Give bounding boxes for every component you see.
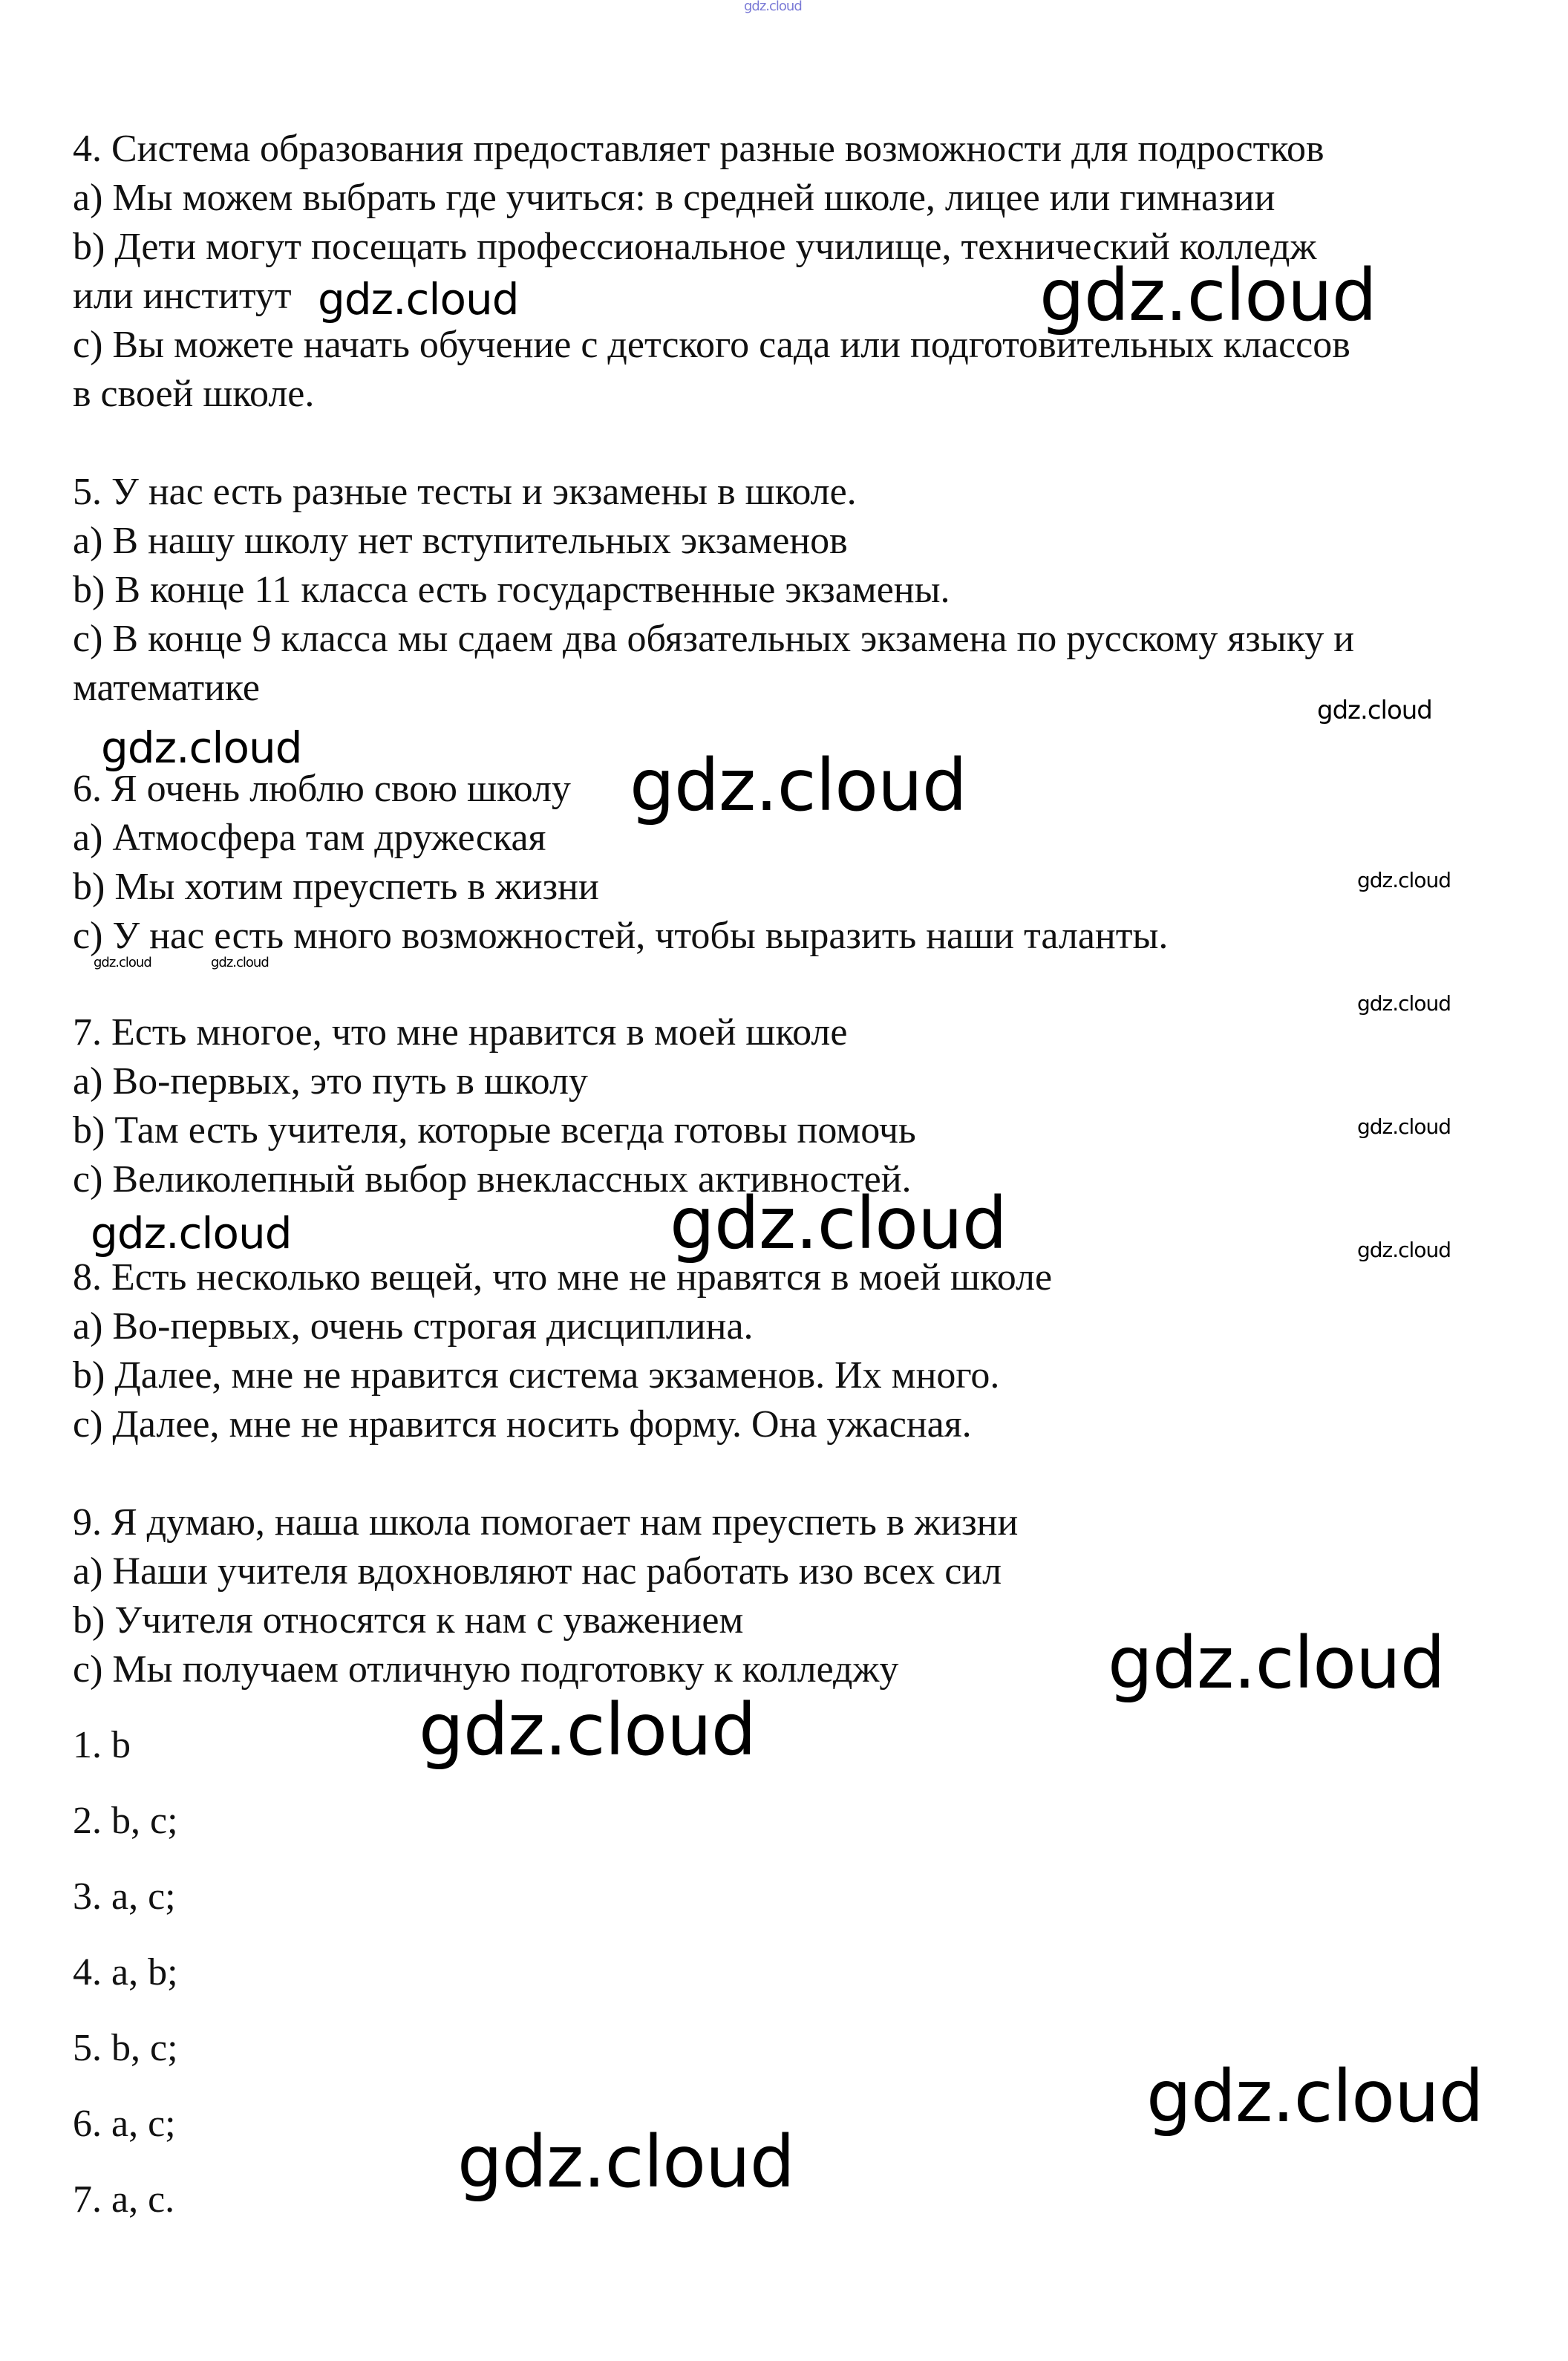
answer-item: 5. b, c; <box>73 2027 178 2069</box>
q5-line: b) В конце 11 класса есть государственные экзамены. <box>73 569 950 611</box>
watermark: gdz.cloud <box>1317 696 1432 725</box>
q5-line: c) В конце 9 класса мы сдаем два обязательных экзамена по русскому языку и <box>73 618 1355 660</box>
answer-item: 7. a, c. <box>73 2178 175 2221</box>
q5-line: математике <box>73 667 260 709</box>
watermark: gdz.cloud <box>91 1208 292 1258</box>
watermark: gdz.cloud <box>1357 868 1451 892</box>
watermark: gdz.cloud <box>1039 254 1376 337</box>
answer-item: 6. a, c; <box>73 2103 176 2145</box>
q8-line: 8. Есть несколько вещей, что мне не нравятся в моей школе <box>73 1256 1053 1299</box>
q4-line: или институт <box>73 275 292 317</box>
q9-line: a) Наши учителя вдохновляют нас работать изо всех сил <box>73 1550 1002 1593</box>
watermark: gdz.cloud <box>1357 1114 1451 1139</box>
watermark: gdz.cloud <box>1357 1238 1451 1262</box>
watermark: gdz.cloud <box>630 744 967 827</box>
answer-item: 4. a, b; <box>73 1951 178 1993</box>
q7-line: 7. Есть многое, что мне нравится в моей школе <box>73 1011 848 1054</box>
q7-line: c) Великолепный выбор внеклассных активностей. <box>73 1158 912 1201</box>
q6-line: b) Мы хотим преуспеть в жизни <box>73 866 599 908</box>
watermark: gdz.cloud <box>211 955 269 970</box>
watermark: gdz.cloud <box>419 1688 756 1771</box>
q9-line: c) Мы получаем отличную подготовку к колледжу <box>73 1648 899 1691</box>
q9-line: b) Учителя относятся к нам с уважением <box>73 1599 744 1642</box>
q6-line: a) Атмосфера там дружеская <box>73 817 546 859</box>
watermark: gdz.cloud <box>1357 991 1451 1016</box>
watermark: gdz.cloud <box>744 0 802 14</box>
answer-item: 3. a, c; <box>73 1875 176 1918</box>
answer-item: 2. b, c; <box>73 1800 178 1842</box>
q5-line: a) В нашу школу нет вступительных экзаменов <box>73 520 848 562</box>
watermark: gdz.cloud <box>94 955 151 970</box>
q9-line: 9. Я думаю, наша школа помогает нам преуспеть в жизни <box>73 1501 1019 1544</box>
q8-line: c) Далее, мне не нравится носить форму. Она ужасная. <box>73 1403 972 1446</box>
watermark: gdz.cloud <box>670 1182 1007 1265</box>
q4-line: c) Вы можете начать обучение с детского сада или подготовительных классов <box>73 324 1350 366</box>
q8-line: a) Во-первых, очень строгая дисциплина. <box>73 1305 754 1348</box>
watermark: gdz.cloud <box>457 2120 794 2204</box>
q4-line: b) Дети могут посещать профессиональное училище, технический колледж <box>73 226 1317 268</box>
q7-line: b) Там есть учителя, которые всегда готовы помочь <box>73 1109 916 1152</box>
watermark: gdz.cloud <box>1146 2055 1483 2138</box>
q4-line: 4. Система образования предоставляет разные возможности для подростков <box>73 128 1324 170</box>
watermark: gdz.cloud <box>101 722 302 773</box>
q4-line: a) Мы можем выбрать где учиться: в средней школе, лицее или гимназии <box>73 177 1275 219</box>
q6-line: 6. Я очень люблю свою школу <box>73 768 571 810</box>
q4-line: в своей школе. <box>73 373 315 415</box>
answer-item: 1. b <box>73 1724 131 1766</box>
q8-line: b) Далее, мне не нравится система экзаменов. Их много. <box>73 1354 1000 1397</box>
watermark: gdz.cloud <box>1108 1622 1445 1705</box>
watermark: gdz.cloud <box>318 274 519 324</box>
q7-line: a) Во-первых, это путь в школу <box>73 1060 588 1103</box>
q5-line: 5. У нас есть разные тесты и экзамены в школе. <box>73 471 857 513</box>
q6-line: c) У нас есть много возможностей, чтобы выразить наши таланты. <box>73 915 1169 957</box>
